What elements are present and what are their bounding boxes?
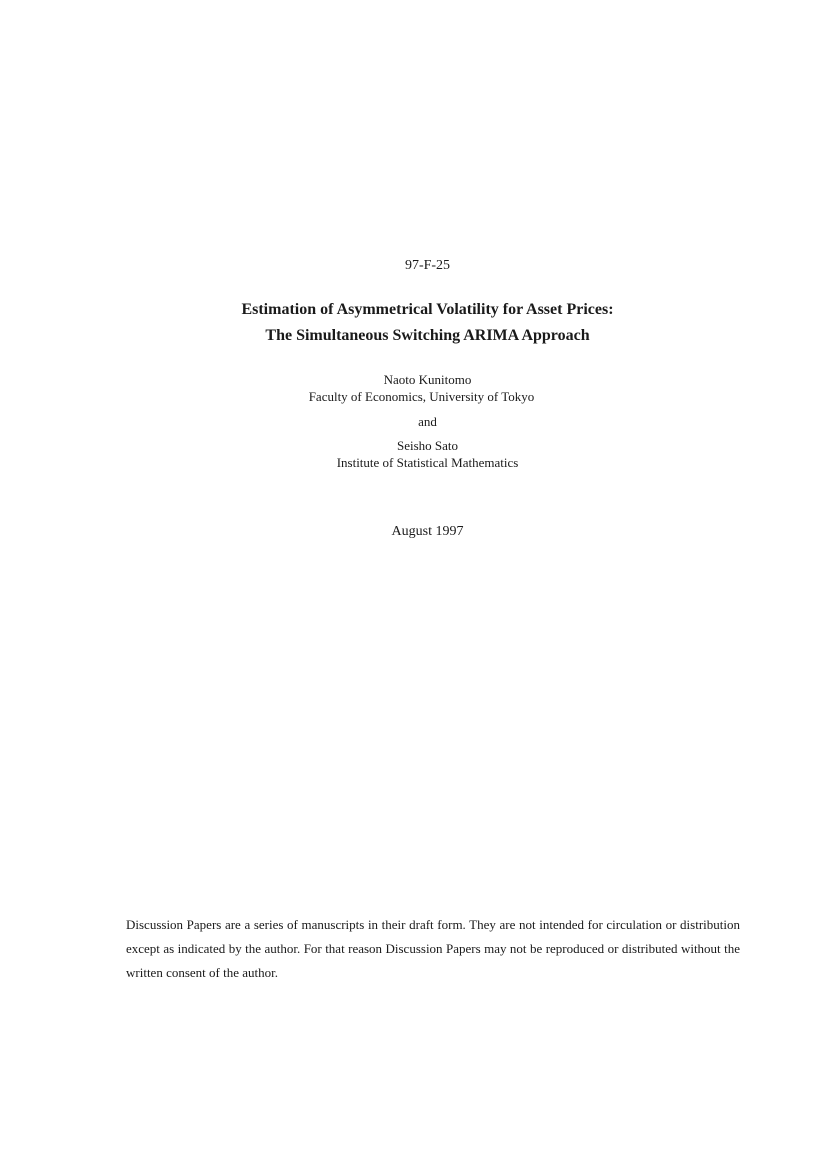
paper-number: 97-F-25 xyxy=(404,258,451,273)
paper-title-line-2: The Simultaneous Switching ARIMA Approach xyxy=(265,327,590,344)
publication-date: August 1997 xyxy=(391,524,464,539)
paper-title-line-1: Estimation of Asymmetrical Volatility for Asset Prices: xyxy=(241,301,614,318)
author-conjunction: and xyxy=(418,414,437,429)
discussion-paper-disclaimer: Discussion Papers are a series of manuscripts in their draft form. They are not intended for circulation or distribution except as indicated by the author. For that reason Discussion Papers may not be reproduced or distributed without the written consent of the author. xyxy=(126,917,740,980)
author-affiliation-2: Institute of Statistical Mathematics xyxy=(336,455,519,470)
author-name-1: Naoto Kunitomo xyxy=(383,372,472,387)
author-name-2: Seisho Sato xyxy=(396,438,459,453)
author-affiliation-1: Faculty of Economics, University of Tokyo xyxy=(308,389,535,404)
